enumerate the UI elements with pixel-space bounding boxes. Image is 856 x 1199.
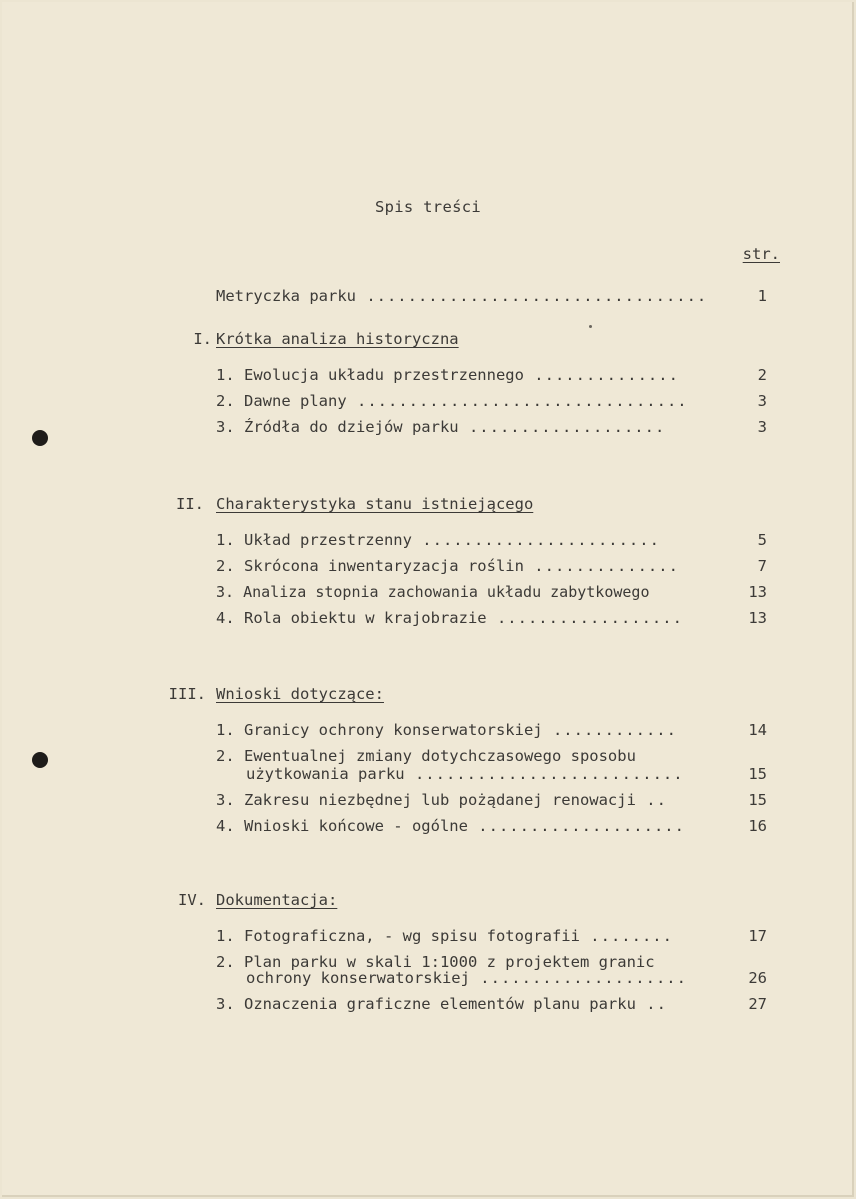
toc-page-number: 3 (757, 392, 767, 410)
toc-entry-label: 4. Wnioski końcowe - ogólne (216, 817, 468, 835)
toc-entry-label: użytkowania parku (246, 765, 405, 783)
toc-leader-dots: ........ (579, 927, 673, 945)
punch-hole (32, 430, 48, 446)
toc-leader-dots: .. (635, 995, 667, 1013)
toc-page-number: 15 (748, 791, 767, 809)
toc-entry-label: 1. Fotograficzna, - wg spisu fotografii (216, 927, 580, 945)
toc-entry-label: 3. Źródła do dziejów parku (216, 418, 459, 436)
toc-page-number: 13 (748, 583, 767, 601)
toc-entry (216, 581, 728, 603)
toc-entry-label: 2. Skrócona inwentaryzacja roślin (216, 557, 524, 575)
toc-page-number: 5 (757, 531, 767, 549)
toc-leader-dots: .......................... (404, 765, 684, 783)
toc-entry-label: 2. Plan parku w skali 1:1000 z projektem granic (216, 953, 655, 971)
toc-entry (216, 789, 728, 811)
toc-entry-label: 4. Rola obiektu w krajobrazie (216, 609, 487, 627)
section-numeral: IV. (178, 891, 206, 909)
toc-page-number: 26 (748, 969, 767, 987)
toc-page-number: 16 (748, 817, 767, 835)
toc-leader-dots: .............. (523, 557, 679, 575)
toc-page-number: 2 (757, 366, 767, 384)
page-title: Spis treści (375, 198, 481, 216)
punch-hole (32, 752, 48, 768)
toc-entry-label: 1. Ewolucja układu przestrzennego (216, 366, 524, 384)
toc-leader-dots: ................................. (355, 287, 708, 305)
toc-leader-dots: .................. (486, 609, 683, 627)
toc-entry (216, 719, 728, 741)
toc-page-number: 13 (748, 609, 767, 627)
toc-entry-label: 3. Zakresu niezbędnej lub pożądanej renowacji (216, 791, 636, 809)
page-column-header: str. (742, 245, 780, 263)
toc-entry-label: 3. Oznaczenia graficzne elementów planu parku (216, 995, 636, 1013)
toc-leader-dots: ................... (458, 418, 666, 436)
toc-entry (216, 364, 728, 386)
toc-entry (216, 925, 728, 947)
toc-page-number: 17 (748, 927, 767, 945)
toc-entry (216, 390, 728, 412)
toc-entry-label: 3. Analiza stopnia zachowania układu zabytkowego (216, 583, 650, 601)
toc-entry (216, 815, 728, 837)
section-title: Krótka analiza historyczna (216, 330, 459, 348)
ink-speck (589, 325, 592, 328)
toc-page-number: 14 (748, 721, 767, 739)
toc-entry-metryczka (216, 285, 728, 307)
toc-leader-dots: .................... (469, 969, 687, 987)
toc-leader-dots: ....................... (411, 531, 660, 549)
section-numeral: III. (168, 685, 206, 703)
toc-page-number: 27 (748, 995, 767, 1013)
toc-entry (216, 993, 728, 1015)
toc-leader-dots: .. (635, 791, 667, 809)
toc-entry-label: ochrony konserwatorskiej (246, 969, 470, 987)
toc-entry-label: 1. Granicy ochrony konserwatorskiej (216, 721, 543, 739)
toc-entry (216, 555, 728, 577)
toc-entry-label: Metryczka parku (216, 287, 356, 305)
toc-entry (216, 416, 728, 438)
toc-leader-dots: ............ (542, 721, 677, 739)
toc-entry (216, 607, 728, 629)
section-title: Dokumentacja: (216, 891, 338, 909)
toc-leader-dots: .............. (523, 366, 679, 384)
section-numeral: II. (176, 495, 204, 513)
section-title: Charakterystyka stanu istniejącego (216, 495, 534, 513)
toc-entry-continuation (246, 967, 728, 989)
toc-entry-label: 1. Układ przestrzenny (216, 531, 412, 549)
toc-page-number: 1 (757, 287, 767, 305)
toc-entry-continuation (246, 763, 728, 785)
toc-page-number: 7 (757, 557, 767, 575)
toc-leader-dots: ................................ (346, 392, 688, 410)
toc-entry-label: 2. Dawne plany (216, 392, 347, 410)
toc-page-number: 3 (757, 418, 767, 436)
toc-entry (216, 529, 728, 551)
toc-entry-label: 2. Ewentualnej zmiany dotychczasowego sposobu (216, 747, 636, 765)
section-title: Wnioski dotyczące: (216, 685, 384, 703)
toc-page-number: 15 (748, 765, 767, 783)
section-numeral: I. (193, 330, 212, 348)
toc-leader-dots: .................... (467, 817, 685, 835)
